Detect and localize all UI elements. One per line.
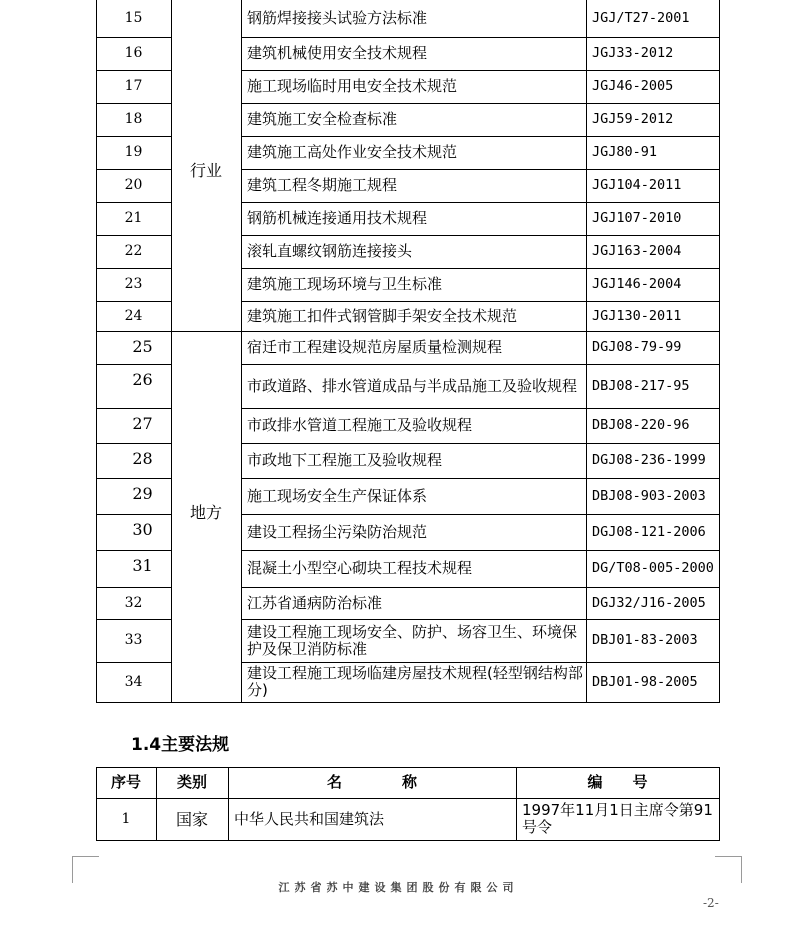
table-row-code: DGJ08-236-1999	[592, 452, 706, 468]
footer-company: 江苏省苏中建设集团股份有限公司	[278, 881, 519, 894]
footer-corner-left-h	[72, 856, 99, 857]
table-row-number: 31	[132, 556, 153, 575]
table-row-number: 19	[124, 144, 143, 160]
table-row-name: 施工现场临时用电安全技术规范	[247, 77, 458, 95]
header-no: 序号	[110, 773, 141, 791]
table-row-number: 24	[124, 307, 143, 324]
table-row-code: DBJ08-217-95	[592, 377, 690, 394]
table-row-code: JGJ33-2012	[592, 45, 674, 61]
table-row-number: 20	[124, 177, 143, 193]
table-category: 地方	[189, 502, 222, 522]
table-row-code: DBJ08-220-96	[592, 417, 690, 433]
table-row-name: 市政地下工程施工及验收规程	[247, 451, 443, 469]
table-row-code: DGJ32/J16-2005	[592, 594, 706, 611]
table-row-code: JGJ163-2004	[592, 243, 682, 259]
table-row-name: 滚轧直螺纹钢筋连接接头	[247, 242, 413, 260]
page-number: -2-	[703, 896, 719, 910]
table-row-name: 施工现场安全生产保证体系	[247, 486, 428, 505]
table-row-code: DBJ01-98-2005	[592, 673, 698, 690]
table-row-number: 25	[132, 337, 153, 356]
table-rule	[96, 702, 720, 703]
table-row-name: 江苏省通病防治标准	[247, 593, 383, 612]
table-row-name: 市政道路、排水管道成品与半成品施工及验收规程	[247, 376, 578, 395]
table-row-number: 18	[124, 111, 143, 127]
table-row-number: 32	[124, 594, 143, 611]
table-rule	[96, 840, 720, 841]
table-row-code: JGJ146-2004	[592, 276, 682, 292]
table-row-code: JGJ130-2011	[592, 307, 682, 324]
table-row-name: 钢筋焊接接头试验方法标准	[247, 9, 428, 27]
table-row-name: 建设工程施工现场临建房屋技术规程(轻型钢结构部分)	[247, 664, 583, 699]
table-row-name: 建筑施工安全检查标准	[247, 110, 398, 128]
table-rule	[171, 0, 172, 703]
table-row-code: JGJ/T27-2001	[592, 10, 690, 26]
header-name: 名 称	[326, 773, 417, 791]
table-row-code: JGJ104-2011	[592, 177, 682, 193]
table-row-number: 27	[132, 414, 153, 433]
table-row-number: 21	[124, 210, 143, 226]
table-row-number: 29	[132, 484, 153, 503]
table-row-number: 15	[124, 10, 143, 26]
footer-corner-right-h	[715, 856, 742, 857]
table-row-number: 17	[124, 78, 143, 94]
table-rule	[719, 0, 720, 703]
table-row-name: 建筑机械使用安全技术规程	[247, 44, 428, 62]
table-row-code: JGJ46-2005	[592, 78, 674, 94]
law-row-name: 中华人民共和国建筑法	[234, 809, 385, 828]
table-row-name: 宿迁市工程建设规范房屋质量检测规程	[247, 338, 503, 356]
table-row-number: 16	[124, 45, 143, 61]
table-row-number: 30	[132, 520, 153, 539]
table-row-number: 28	[132, 449, 153, 468]
table-row-code: JGJ80-91	[592, 144, 658, 160]
table-row-name: 钢筋机械连接通用技术规程	[247, 209, 428, 227]
table-row-code: DBJ01-83-2003	[592, 632, 698, 648]
table-row-number: 26	[132, 370, 153, 389]
law-row-number: 1	[121, 810, 131, 827]
table-rule	[719, 767, 720, 841]
table-row-number: 34	[124, 673, 143, 690]
law-row-category: 国家	[175, 809, 208, 829]
table-row-code: DGJ08-79-99	[592, 339, 682, 355]
table-row-code: DBJ08-903-2003	[592, 487, 706, 504]
table-row-code: JGJ59-2012	[592, 111, 674, 127]
table-row-name: 市政排水管道工程施工及验收规程	[247, 416, 473, 434]
table-row-name: 建筑工程冬期施工规程	[247, 176, 398, 194]
table-row-name: 建设工程扬尘污染防治规范	[247, 522, 428, 541]
table-row-name: 建筑施工高处作业安全技术规范	[247, 143, 458, 161]
table-row-name: 建设工程施工现场安全、防护、场容卫生、环境保护及保卫消防标准	[247, 622, 578, 658]
table-row-code: DG/T08-005-2000	[592, 560, 714, 576]
table-row-number: 22	[124, 243, 143, 259]
table-row-code: DGJ08-121-2006	[592, 523, 706, 540]
table-row-number: 23	[124, 276, 143, 292]
table-row-number: 33	[124, 632, 143, 648]
table-category: 行业	[189, 160, 222, 180]
header-code: 编 号	[587, 773, 648, 791]
law-row-code: 1997年11月1日主席令第91号令	[522, 801, 713, 836]
section-title: 1.4主要法规	[131, 735, 230, 755]
table-row-code: JGJ107-2010	[592, 210, 682, 226]
table-row-name: 混凝土小型空心砌块工程技术规程	[247, 559, 473, 577]
table-row-name: 建筑施工扣件式钢管脚手架安全技术规范	[247, 306, 518, 325]
header-category: 类别	[176, 773, 207, 791]
table-row-name: 建筑施工现场环境与卫生标准	[247, 275, 443, 293]
